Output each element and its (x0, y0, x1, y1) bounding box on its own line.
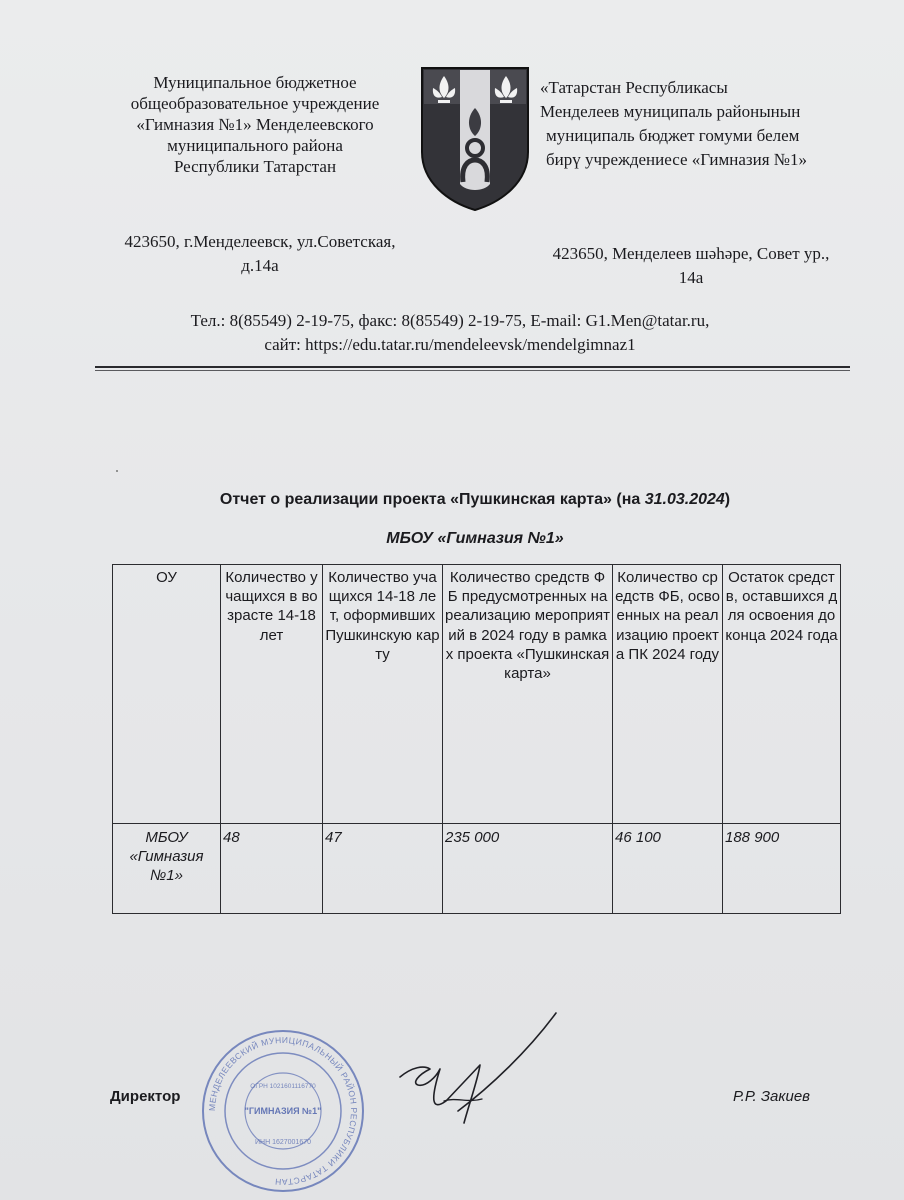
stamp-inn: ИНН 1627001670 (254, 1139, 312, 1146)
address-tatar (536, 242, 846, 290)
report-title-end: ) (724, 491, 731, 508)
stamp-center-text: "ГИМНАЗИЯ №1" (244, 1106, 322, 1116)
header-right-line: муниципаль бюджет гомуми белем (546, 126, 800, 145)
stamp-ring-text: МЕНДЕЛЕЕВСКИЙ МУНИЦИПАЛЬНЫЙ РАЙОН РЕСПУБЛИКИ ТАТАРСТАН (206, 1034, 360, 1188)
column-header: Количество учащихся 14-18 лет, оформивших Пушкинскую карту (323, 565, 443, 824)
report-subtitle: МБОУ «Гимназия №1» (386, 530, 564, 547)
header-left-line: общеобразовательное учреждение (130, 94, 380, 113)
address-line: 423650, г.Менделеевск, ул.Советская, (124, 232, 396, 251)
official-stamp (198, 1022, 368, 1200)
organization-name-russian (95, 72, 415, 177)
table-cell: 235 000 (443, 824, 613, 914)
address-russian (100, 230, 420, 278)
header-left-line: Республики Татарстан (173, 157, 337, 176)
header-divider (95, 366, 850, 368)
table-cell: МБОУ «Гимназия №1» (113, 824, 221, 914)
table-header-row (113, 565, 841, 824)
header-left-line: «Гимназия №1» Менделеевского (136, 115, 374, 134)
header-divider-thin (95, 370, 850, 371)
table-cell: 47 (323, 824, 443, 914)
stamp-ogrn: ОГРН 1021601116770 (250, 1083, 316, 1090)
organization-name-tatar (532, 76, 852, 172)
column-header: Количество учащихся в возрасте 14-18 лет (221, 565, 323, 824)
header-right-line: «Татарстан Республикасы (540, 78, 728, 97)
address-line: 14а (678, 268, 704, 287)
director-label: Директор (110, 1088, 181, 1105)
speck (116, 470, 118, 472)
report-date: 31.03.2024 (644, 491, 725, 508)
column-header: ОУ (113, 565, 221, 824)
address-line: 423650, Менделеев шәһәре, Совет ур., (552, 244, 830, 263)
table-cell: 48 (221, 824, 323, 914)
report-title-text: Отчет о реализации проекта «Пушкинская карта» (на (219, 491, 645, 508)
table-cell: 188 900 (723, 824, 841, 914)
table-row (113, 824, 841, 914)
column-header: Остаток средств, оставшихся для освоения до конца 2024 года (723, 565, 841, 824)
phone-email-line: Тел.: 8(85549) 2-19-75, факс: 8(85549) 2-19-75, E-mail: G1.Men@tatar.ru, (190, 311, 710, 330)
column-header: Количество средств ФБ предусмотренных на реализацию мероприятий в 2024 году в рамках проекта «Пушкинская карта» (443, 565, 613, 824)
coat-of-arms-emblem (416, 60, 534, 214)
header-right-line: бирү учреждениесе «Гимназия №1» (546, 150, 808, 169)
contact-info (100, 309, 800, 357)
director-name: Р.Р. Закиев (733, 1088, 810, 1105)
table-cell: 46 100 (613, 824, 723, 914)
header-left-line: Муниципальное бюджетное (153, 73, 357, 92)
director-signature (360, 1005, 590, 1135)
address-line: д.14а (241, 256, 279, 275)
header-left-line: муниципального района (167, 136, 343, 155)
report-table (112, 564, 841, 914)
website-line: сайт: https://edu.tatar.ru/mendeleevsk/mendelgimnaz1 (264, 335, 636, 354)
column-header: Количество средств ФБ, освоенных на реализацию проекта ПК 2024 году (613, 565, 723, 824)
report-title (100, 490, 850, 510)
header-right-line: Менделеев муниципаль районынын (540, 102, 801, 121)
